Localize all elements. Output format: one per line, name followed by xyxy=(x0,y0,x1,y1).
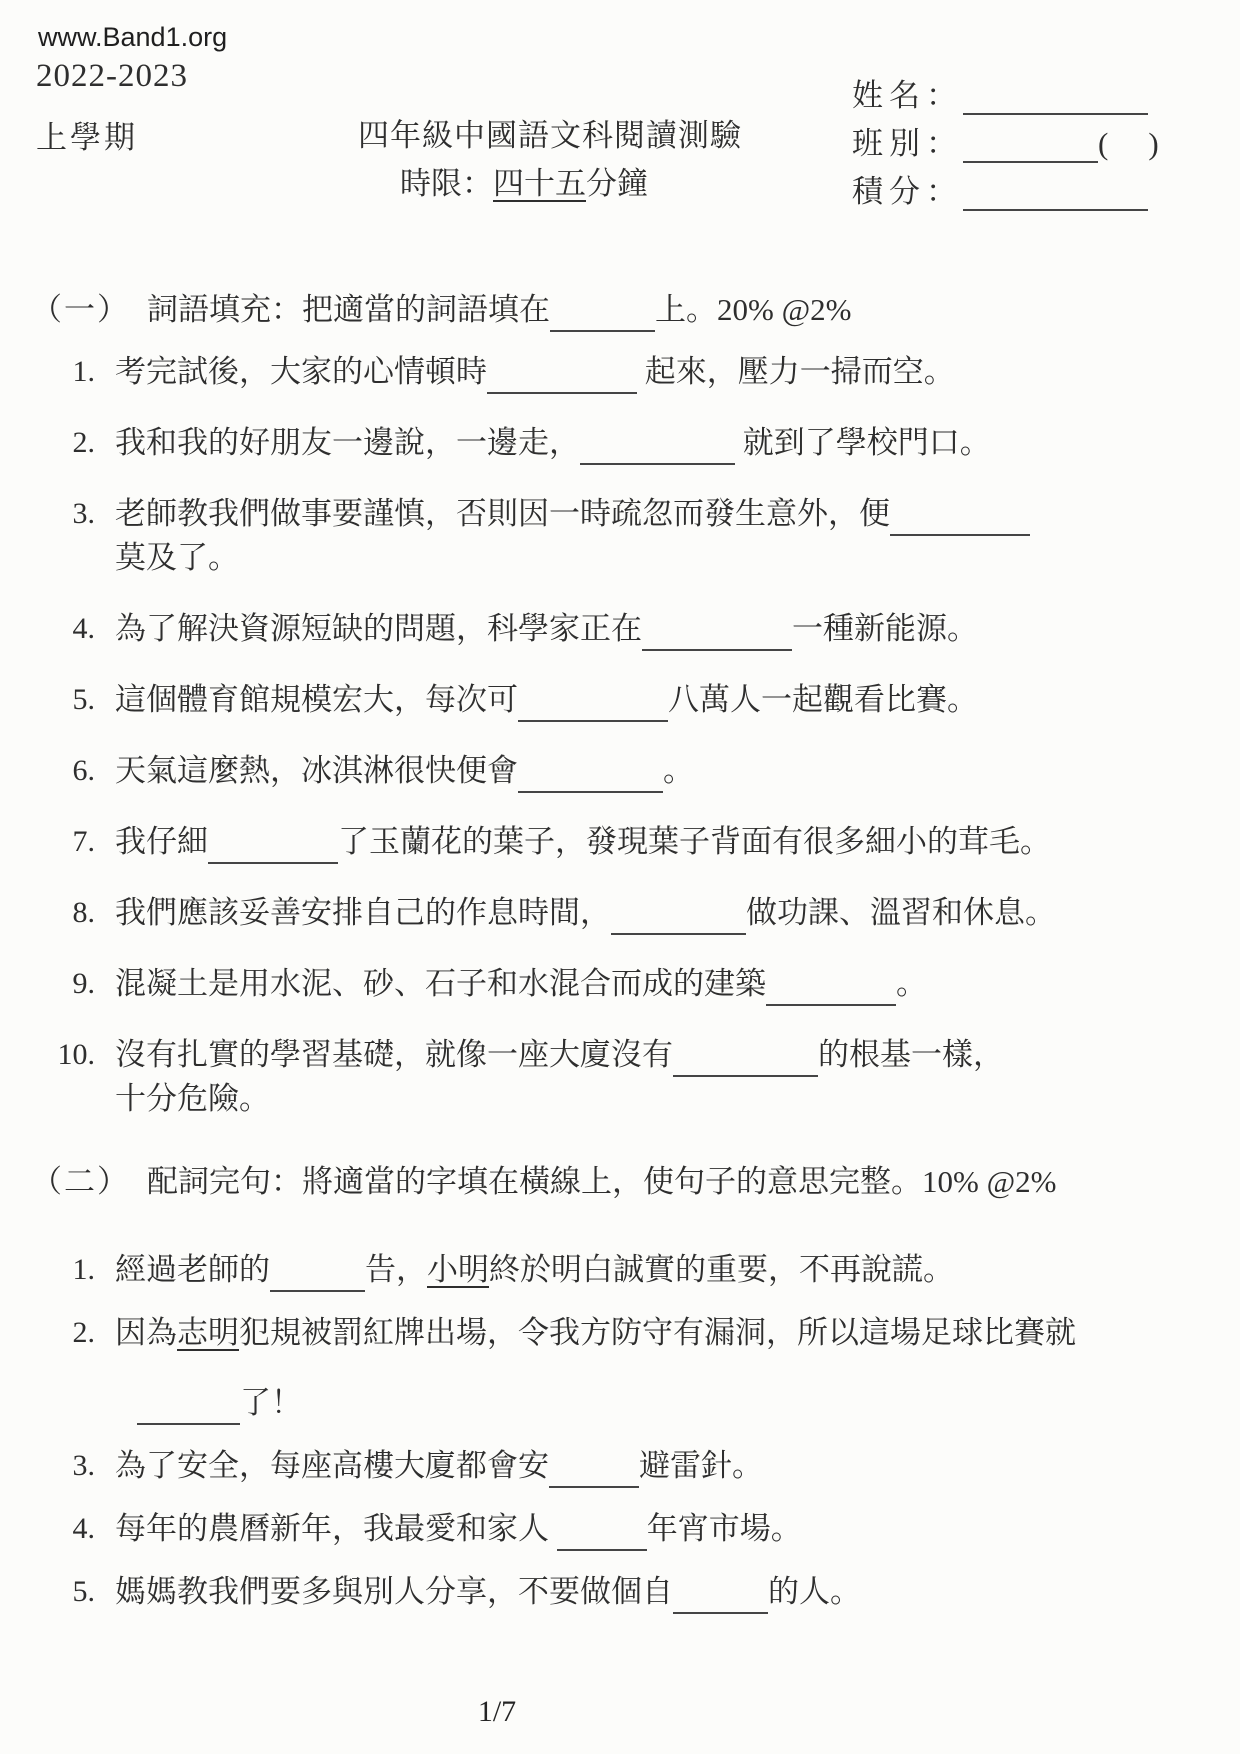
question-content xyxy=(115,421,1240,465)
question-section-2 xyxy=(0,1160,1240,1614)
question-item xyxy=(0,421,1240,465)
name-label: 姓名： xyxy=(852,78,963,113)
question-content xyxy=(115,1311,1240,1425)
question-text: 八萬人一起觀看比賽。 xyxy=(668,682,978,717)
question-text: 一種新能源。 xyxy=(792,611,978,646)
question-line xyxy=(115,1033,1240,1077)
question-number: 4. xyxy=(72,612,95,645)
fill-in-blank xyxy=(557,1517,647,1551)
question-text: 犯規被罰紅牌出場，令我方防守有漏洞，所以這場足球比賽就 xyxy=(239,1315,1076,1350)
question-number: 3. xyxy=(72,497,95,530)
section-header xyxy=(31,288,1240,332)
time-limit xyxy=(400,158,648,203)
question-text: 每年的農曆新年，我最愛和家人 xyxy=(115,1511,557,1546)
question-item xyxy=(0,350,1240,394)
question-section-1 xyxy=(0,288,1240,1121)
score-field xyxy=(852,166,1148,211)
fill-in-blank xyxy=(270,1258,365,1292)
question-number: 1. xyxy=(72,1253,95,1286)
question-item xyxy=(0,962,1240,1006)
fill-in-blank xyxy=(642,617,792,651)
question-number: 6. xyxy=(72,754,95,787)
question-list xyxy=(0,350,1240,1121)
class-paren-close: ) xyxy=(1148,126,1159,161)
time-limit-label: 時限： xyxy=(400,166,493,201)
proper-noun-underline: 小明 xyxy=(427,1252,489,1287)
question-line xyxy=(115,891,1240,935)
question-content xyxy=(115,1033,1240,1121)
time-limit-value: 四十五 xyxy=(493,166,586,201)
question-number: 8. xyxy=(72,896,95,929)
term-label: 上學期 xyxy=(36,120,138,155)
question-list xyxy=(0,1248,1240,1614)
page-number: 1/7 xyxy=(477,1695,517,1728)
question-item xyxy=(0,1033,1240,1121)
question-number: 5. xyxy=(72,683,95,716)
question-line xyxy=(147,1160,1056,1204)
question-text: 。 xyxy=(663,753,694,788)
question-line xyxy=(115,1311,1240,1355)
question-item xyxy=(0,1444,1240,1488)
question-number: 2. xyxy=(72,1316,95,1349)
score-blank xyxy=(963,177,1148,211)
fill-in-blank xyxy=(518,759,663,793)
question-line xyxy=(137,1381,1240,1425)
fill-in-blank xyxy=(673,1580,768,1614)
section-number: （二） xyxy=(31,1164,130,1199)
section-instruction xyxy=(147,1160,1056,1204)
question-text: 混凝土是用水泥、砂、石子和水混合而成的建築 xyxy=(115,966,766,1001)
question-line xyxy=(115,1444,1240,1488)
question-text: 詞語填充：把適當的詞語填在 xyxy=(147,292,550,327)
question-line xyxy=(115,962,1240,1006)
fill-in-blank xyxy=(550,298,655,332)
question-line xyxy=(115,1507,1240,1551)
question-line xyxy=(115,820,1240,864)
question-text: 媽媽教我們要多與別人分享，不要做個自 xyxy=(115,1574,673,1609)
school-year: 2022-2023 xyxy=(36,58,188,94)
question-line xyxy=(115,678,1240,722)
question-text: 告， xyxy=(365,1252,427,1287)
name-blank xyxy=(963,81,1148,115)
question-line xyxy=(115,607,1240,651)
question-item xyxy=(0,749,1240,793)
question-text: 就到了學校門口。 xyxy=(735,425,991,460)
question-text: 避雷針。 xyxy=(639,1448,763,1483)
question-line xyxy=(115,536,1240,580)
question-content xyxy=(115,1248,1240,1292)
question-number: 9. xyxy=(72,967,95,1000)
question-content xyxy=(115,1507,1240,1551)
fill-in-blank xyxy=(208,830,338,864)
class-paren-open: ( xyxy=(1098,126,1109,161)
fill-in-blank xyxy=(673,1043,818,1077)
question-item xyxy=(0,1248,1240,1292)
question-text: 這個體育館規模宏大，每次可 xyxy=(115,682,518,717)
question-number: 2. xyxy=(72,426,95,459)
section-number: （一） xyxy=(31,292,130,327)
question-item xyxy=(0,607,1240,651)
question-text: 為了解決資源短缺的問題，科學家正在 xyxy=(115,611,642,646)
question-content xyxy=(115,1444,1240,1488)
question-content xyxy=(115,492,1240,580)
score-label: 積分： xyxy=(852,174,963,209)
question-item xyxy=(0,492,1240,580)
question-text: 考完試後，大家的心情頓時 xyxy=(115,354,487,389)
test-title: 四年級中國語文科閱讀測驗 xyxy=(358,118,742,153)
question-item xyxy=(0,820,1240,864)
question-line xyxy=(115,492,1240,536)
class-field xyxy=(852,118,1159,163)
question-text: 了玉蘭花的葉子，發現葉子背面有很多細小的茸毛。 xyxy=(338,824,1051,859)
question-content xyxy=(115,1570,1240,1614)
main-content xyxy=(0,288,1240,1633)
question-line xyxy=(115,749,1240,793)
question-text: 。 xyxy=(896,966,927,1001)
fill-in-blank xyxy=(611,901,746,935)
question-text: 沒有扎實的學習基礎，就像一座大廈沒有 xyxy=(115,1037,673,1072)
question-text: 起來，壓力一掃而空。 xyxy=(637,354,955,389)
question-content xyxy=(115,820,1240,864)
paper-header xyxy=(0,0,1240,290)
class-label: 班別： xyxy=(852,126,963,161)
fill-in-blank xyxy=(580,431,735,465)
question-text: 因為 xyxy=(115,1315,177,1350)
question-item xyxy=(0,1507,1240,1551)
fill-in-blank xyxy=(487,360,637,394)
question-content xyxy=(115,962,1240,1006)
question-text: 我和我的好朋友一邊說，一邊走， xyxy=(115,425,580,460)
question-content xyxy=(115,749,1240,793)
question-number: 5. xyxy=(72,1575,95,1608)
question-content xyxy=(115,678,1240,722)
question-number: 10. xyxy=(57,1038,95,1071)
question-text: 經過老師的 xyxy=(115,1252,270,1287)
section-instruction xyxy=(147,288,851,332)
fill-in-blank xyxy=(890,502,1030,536)
question-item xyxy=(0,1570,1240,1614)
fill-in-blank xyxy=(137,1391,240,1425)
question-number: 4. xyxy=(72,1512,95,1545)
question-number: 7. xyxy=(72,825,95,858)
question-item xyxy=(0,1311,1240,1425)
question-text: 的人。 xyxy=(768,1574,861,1609)
question-text: 上。20% @2% xyxy=(655,292,852,327)
fill-in-blank xyxy=(549,1454,639,1488)
question-text: 配詞完句：將適當的字填在橫線上，使句子的意思完整。10% @2% xyxy=(147,1164,1057,1199)
question-content xyxy=(115,607,1240,651)
question-line xyxy=(115,1248,1240,1292)
question-content xyxy=(115,891,1240,935)
class-blank xyxy=(963,129,1098,163)
question-text: 我仔細 xyxy=(115,824,208,859)
proper-noun-underline: 志明 xyxy=(177,1315,239,1350)
watermark-url: www.Band1.org xyxy=(38,22,228,52)
question-line xyxy=(147,288,851,332)
question-text: 莫及了。 xyxy=(115,540,239,575)
name-field xyxy=(852,70,1148,115)
question-text: 老師教我們做事要謹慎，否則因一時疏忽而發生意外，便 xyxy=(115,496,890,531)
question-item xyxy=(0,891,1240,935)
question-text: 做功課、溫習和休息。 xyxy=(746,895,1056,930)
question-text: 我們應該妥善安排自己的作息時間， xyxy=(115,895,611,930)
question-text: 終於明白誠實的重要，不再說謊。 xyxy=(489,1252,954,1287)
question-text: 天氣這麼熱，冰淇淋很快便會 xyxy=(115,753,518,788)
section-header xyxy=(31,1160,1240,1204)
question-line xyxy=(115,350,1240,394)
question-line xyxy=(115,421,1240,465)
question-line xyxy=(115,1077,1240,1121)
question-text: 年宵市場。 xyxy=(646,1511,802,1546)
time-limit-unit: 分鐘 xyxy=(586,166,648,201)
question-number: 1. xyxy=(72,355,95,388)
question-number: 3. xyxy=(72,1449,95,1482)
question-item xyxy=(0,678,1240,722)
question-line xyxy=(115,1570,1240,1614)
question-text: 的根基一樣， xyxy=(818,1037,1004,1072)
question-text: 為了安全，每座高樓大廈都會安 xyxy=(115,1448,549,1483)
fill-in-blank xyxy=(766,972,896,1006)
fill-in-blank xyxy=(518,688,668,722)
question-content xyxy=(115,350,1240,394)
question-text: 了！ xyxy=(240,1385,302,1420)
question-text: 十分危險。 xyxy=(115,1081,270,1116)
